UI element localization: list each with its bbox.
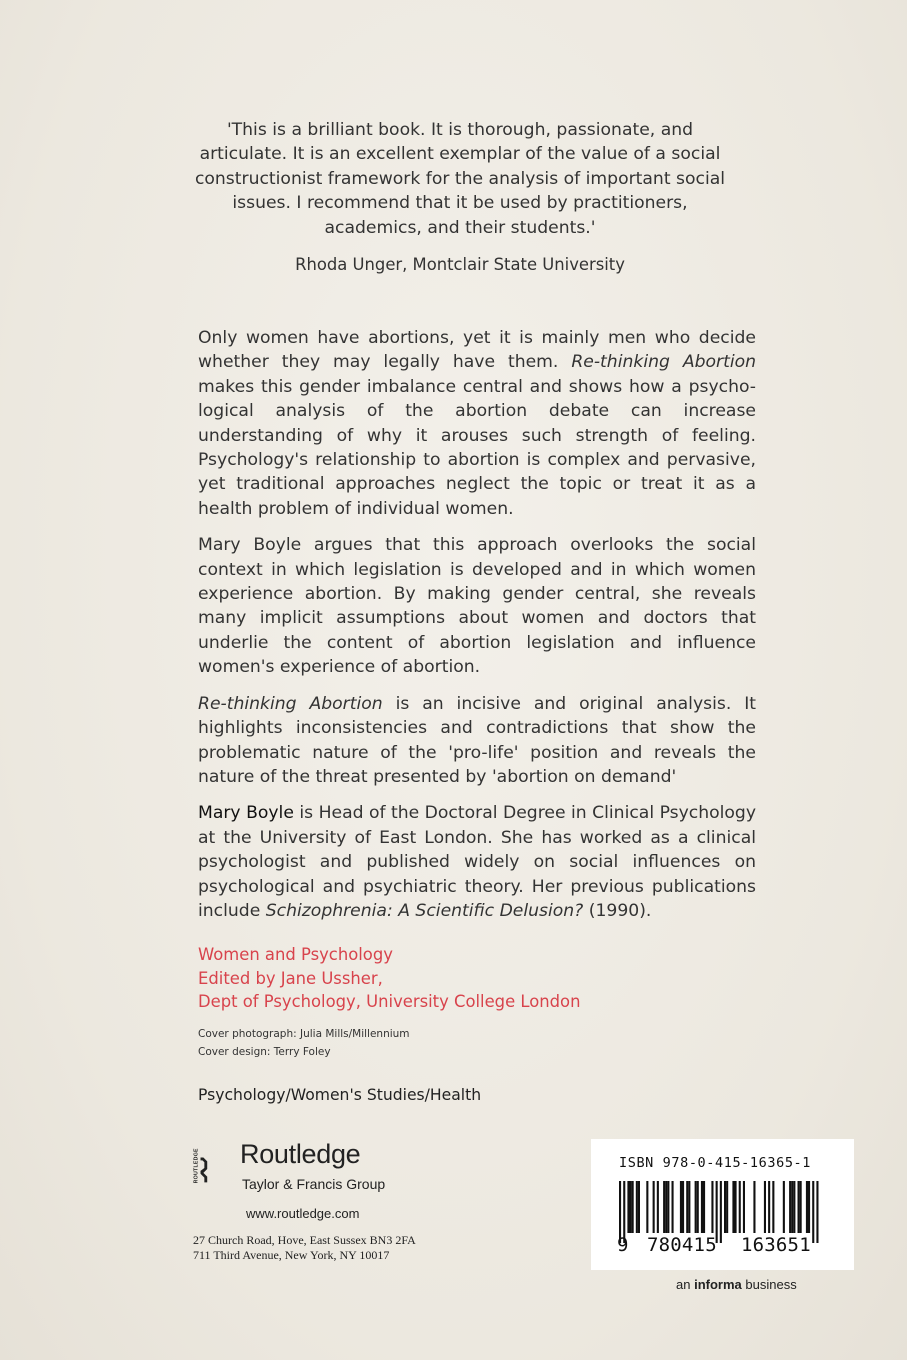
publisher-name: Routledge [240,1139,361,1169]
cover-credits [198,1026,410,1061]
barcode-bar [726,1181,728,1233]
barcode-bar [793,1181,795,1233]
barcode-bar [672,1181,674,1233]
barcode-bar [800,1181,802,1233]
barcode-bar [711,1181,713,1233]
barcode-bar [695,1181,697,1233]
barcode-bar [682,1181,684,1233]
subject-category: Psychology/Women's Studies/Health [198,1086,482,1104]
series-affiliation: Dept of Psychology, University College London [198,992,581,1011]
barcode-bar [772,1181,774,1233]
photo-credit: Cover photograph: Julia Mills/Millennium [198,1028,410,1040]
barcode-bar [720,1181,722,1243]
barcode-bar [667,1181,669,1233]
address-line-2: 711 Third Avenue, New York, NY 10017 [193,1248,390,1262]
barcode-bar [768,1181,770,1233]
barcode-bar [724,1181,726,1233]
barcode-bar [688,1181,690,1233]
ean-first-digit: 9 [617,1234,629,1256]
barcode-bar [686,1181,688,1233]
barcode-bar [764,1181,766,1233]
barcode-bar [791,1181,793,1233]
routledge-logo [190,1139,420,1199]
publisher-group: Taylor & Francis Group [242,1176,386,1192]
publisher-website[interactable]: www.routledge.com [246,1206,360,1221]
blurb-paragraph-2: Mary Boyle argues that this approach overlooks the social context in which legislation is developed and in which women experience abortion. By making gender central, she reveals many implicit assumptions about women and doctors that underlie the content of abortion legislation and influence women's experience of abortion. [198,535,756,678]
series-info [198,943,580,1014]
series-editor: Edited by Jane Ussher, [198,968,383,988]
barcode-bar [627,1181,629,1233]
barcode-bar [680,1181,682,1233]
barcode-bar [753,1181,755,1233]
barcode-bar [789,1181,791,1233]
barcode-bar [808,1181,810,1233]
barcode-bar [663,1181,665,1233]
informa-tagline: an informa business [676,1277,797,1292]
review-quote: 'This is a brilliant book. It is thorough, passionate, and articulate. It is an excellent exemplar of the value of a social constructionist framework for the analysis of important social issues. I recommend that it be used by practitioners, academics, and their students.' [194,120,726,238]
barcode-bar [783,1181,785,1233]
logo-vertical-text: ROUTLEDGE [193,1148,200,1184]
barcode-bar [632,1181,634,1233]
barcode-bar [739,1181,741,1233]
routledge-logo-icon [190,1139,212,1199]
barcode-bar [665,1181,667,1233]
barcode-bar [657,1181,659,1233]
barcode-bar [735,1181,737,1233]
previous-book-title: Schizophrenia: A Scientific Delusion? [265,900,584,921]
blurb-paragraph-1: Only women have abortions, yet it is mainly men who decide whether they may legally have them. Re-thinking Abortion makes this gender imbalance central and shows how a psycho-logical analysis of the abortion debate can increase understanding of why it arouses such strength of feeling. Psychology's relationship to abortion is complex and pervasive, yet traditional approaches neglect the topic or treat it as a health problem of individual women. [198,328,757,519]
barcode-bar [646,1181,648,1233]
ean-right-group: 163651 [741,1234,811,1256]
review-attribution: Rhoda Unger, Montclair State University [295,255,625,274]
barcode-bar [812,1181,814,1243]
blurb-paragraph-3: Re-thinking Abortion is an incisive and original analysis. It highlights inconsistencies and contradictions that show the problematic nature of the 'pro-life' position and reveals the nature of the threat presented by 'abortion on demand' [198,693,757,787]
design-credit: Cover design: Terry Foley [198,1045,331,1058]
barcode-bar [806,1181,808,1233]
barcode-bar [697,1181,699,1233]
address-line-1: 27 Church Road, Hove, East Sussex BN3 2FA [193,1233,416,1247]
author-bio: Mary Boyle is Head of the Doctoral Degree in Clinical Psychology at the University of East London. She has worked as a clinical psychologist and published widely on social influences on psychological and psychiatric theory. Her previous publications include Schizophrenia: A Scientific Delusion? (1990). [198,803,756,921]
author-name: Mary Boyle [198,803,294,824]
isbn-label: ISBN 978-0-415-16365-1 [619,1155,812,1171]
barcode-bar [636,1181,638,1233]
informa-brand: informa [694,1277,742,1292]
barcode-bar [732,1181,734,1233]
barcode-bar [638,1181,640,1233]
barcode-bar [653,1181,655,1233]
barcode-bar [798,1181,800,1233]
series-name: Women and Psychology [198,945,393,964]
barcode-bar [703,1181,705,1233]
barcode-bar [816,1181,818,1243]
barcode-bar [701,1181,703,1233]
barcode-panel [591,1139,854,1270]
barcode-bar [743,1181,745,1233]
book-title: Re-thinking Abortion [198,693,383,714]
ean-left-group: 780415 [647,1234,717,1256]
publisher-address [193,1233,416,1263]
blurb [198,326,756,935]
barcode-bar [630,1181,632,1233]
book-title: Re-thinking Abortion [571,352,757,373]
